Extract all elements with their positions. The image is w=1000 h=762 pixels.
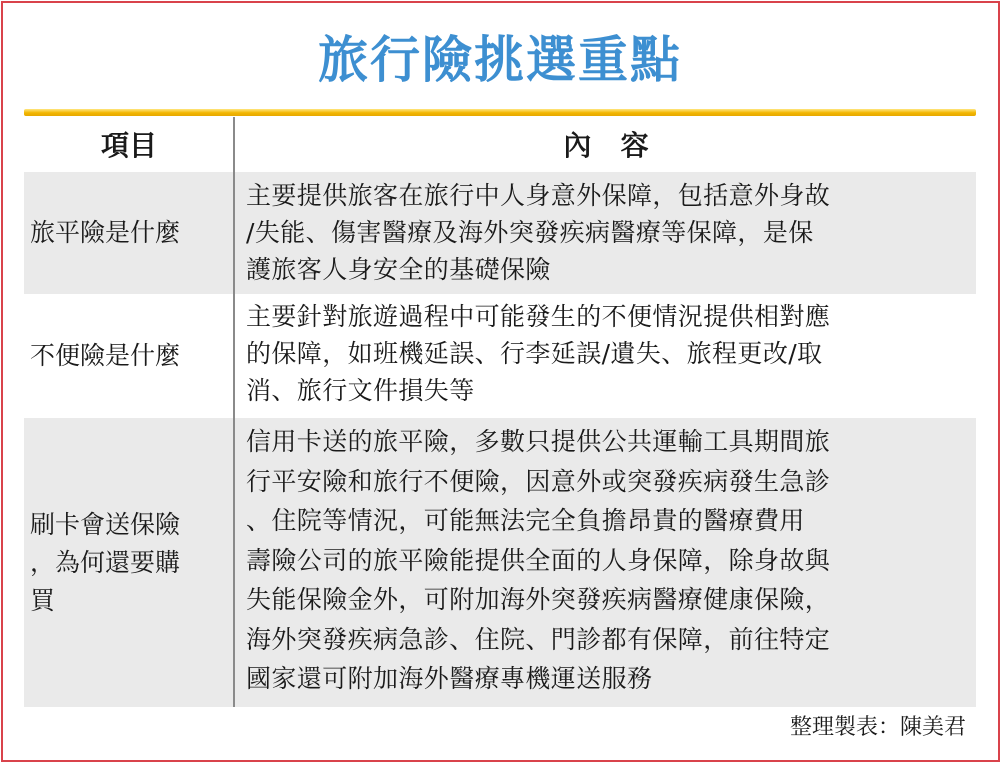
row-label bbox=[24, 172, 232, 294]
content-line: 護旅客人身安全的基礎保險 bbox=[246, 255, 551, 284]
table-row bbox=[24, 296, 976, 416]
table-row bbox=[24, 418, 976, 707]
content-line: 主要提供旅客在旅行中人身意外保障，包括意外身故 bbox=[246, 181, 831, 210]
content-line: 消、旅行文件損失等 bbox=[246, 376, 475, 405]
content-line: 海外突發疾病急診、住院、門診都有保障，前往特定 bbox=[246, 624, 831, 654]
row-label bbox=[24, 296, 232, 416]
header-item-label: 項目 bbox=[100, 128, 157, 162]
page-title: 旅行險挑選重點 bbox=[318, 31, 682, 89]
row-content bbox=[246, 422, 971, 699]
content-line: 壽險公司的旅平險能提供全面的人身保障，除身故與 bbox=[246, 545, 831, 575]
row-label-line: 刷卡會送保險 bbox=[30, 509, 181, 539]
row-label-line: 旅平險是什麼 bbox=[30, 218, 181, 247]
content-line: 失能保險金外，可附加海外突發疾病醫療健康保險， bbox=[246, 585, 831, 614]
credit-line: 整理製表：陳美君 bbox=[789, 715, 966, 740]
column-divider bbox=[233, 117, 235, 707]
content-line: 國家還可附加海外醫療專機運送服務 bbox=[246, 664, 653, 693]
row-content bbox=[246, 298, 971, 409]
content-line: 主要針對旅遊過程中可能發生的不便情況提供相對應 bbox=[246, 302, 831, 331]
row-content bbox=[246, 177, 971, 288]
title-divider bbox=[24, 109, 976, 116]
table-header bbox=[24, 117, 976, 170]
content-line: /失能、傷害醫療及海外突發疾病醫療等保障，是保 bbox=[246, 218, 814, 247]
row-label bbox=[24, 418, 232, 707]
row-label-line: ，為何還要購 bbox=[30, 547, 181, 577]
content-line: 、住院等情況，可能無法完全負擔昂貴的醫療費用 bbox=[246, 506, 805, 535]
table-row bbox=[24, 172, 976, 294]
content-line: 行平安險和旅行不便險，因意外或突發疾病發生急診 bbox=[246, 466, 831, 496]
content-line: 的保障，如班機延誤、行李延誤/遺失、旅程更改/取 bbox=[246, 339, 823, 368]
header-content-label: 內 容 bbox=[563, 128, 649, 162]
content-line: 信用卡送的旅平險，多數只提供公共運輸工具期間旅 bbox=[246, 427, 831, 456]
row-label-line: 買 bbox=[30, 585, 56, 615]
row-label-line: 不便險是什麼 bbox=[30, 341, 181, 370]
